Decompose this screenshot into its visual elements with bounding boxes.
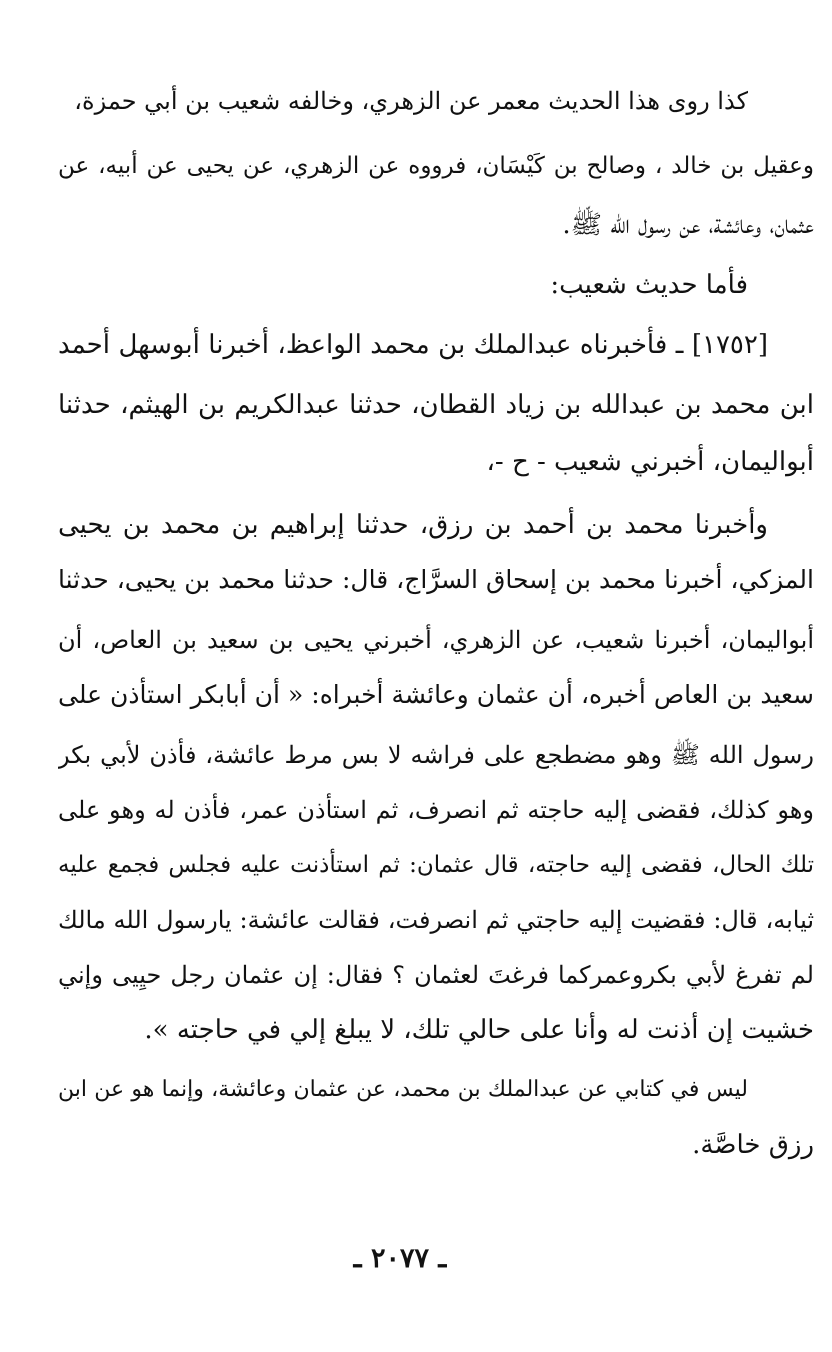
text-line-8: وأخبرنا محمد بن أحمد بن رزق، حدثنا إبراهيم بن محمد بن يحيى (58, 510, 768, 540)
text-line-1: كذا روى هذا الحديث معمر عن الزهري، وخالفه شعيب بن أبي حمزة، (74, 87, 748, 115)
hadith-number-line: [١٧٥٢] ـ فأخبرناه عبدالملك بن محمد الواعظ، أخبرنا أبوسهل أحمد (58, 330, 768, 360)
text-line-17: خشيت إن أذنت له وأنا على حالي تلك، لا يبلغ إلي في حاجته ». (144, 1015, 814, 1045)
text-line-3: عثمان، وعائشة، عن رسول الله ﷺ. (562, 210, 814, 240)
text-line-10: أبواليمان، أخبرنا شعيب، عن الزهري، أخبرني يحيى بن سعيد بن العاص، أن (58, 626, 814, 654)
section-heading: فأما حديث شعيب: (550, 270, 748, 300)
text-line-7: أبواليمان، أخبرني شعيب - ح -، (486, 447, 814, 477)
page-number: ـ ٢٠٧٧ ـ (353, 1243, 447, 1274)
text-line-16: لم تفرغ لأبي بكروعمركما فرغتَ لعثمان ؟ فقال: إن عثمان رجل حيِيى وإني (58, 961, 814, 989)
text-line-6: ابن محمد بن عبدالله بن زياد القطان، حدثنا عبدالكريم بن الهيثم، حدثنا (58, 390, 814, 420)
text-line-14: تلك الحال، فقضى إليه حاجته، قال عثمان: ثم استأذنت عليه فجلس فجمع عليه (58, 852, 814, 878)
text-line-9: المزكي، أخبرنا محمد بن إسحاق السرَّاج، قال: حدثنا محمد بن يحيى، حدثنا (58, 565, 814, 594)
text-line-19: رزق خاصَّة. (692, 1130, 814, 1160)
text-line-12: رسول الله ﷺ وهو مضطجع على فراشه لا بس مرط عائشة، فأذن لأبي بكر (58, 741, 814, 769)
text-line-15: ثيابه، قال: فقضيت إليه حاجتي ثم انصرفت، فقالت عائشة: يارسول الله مالك (58, 906, 814, 934)
text-line-11: سعيد بن العاص أخبره، أن عثمان وعائشة أخبراه: « أن أبابكر استأذن على (58, 680, 814, 709)
text-line-13: وهو كذلك، فقضى إليه حاجته ثم انصرف، ثم استأذن عمر، فأذن له وهو على (58, 796, 814, 824)
text-line-2: وعقيل بن خالد ، وصالح بن كَيْسَان، فرووه عن الزهري، عن يحيى عن أبيه، عن (58, 153, 814, 179)
text-line-18: ليس في كتابي عن عبدالملك بن محمد، عن عثمان وعائشة، وإنما هو عن ابن (58, 1077, 748, 1102)
